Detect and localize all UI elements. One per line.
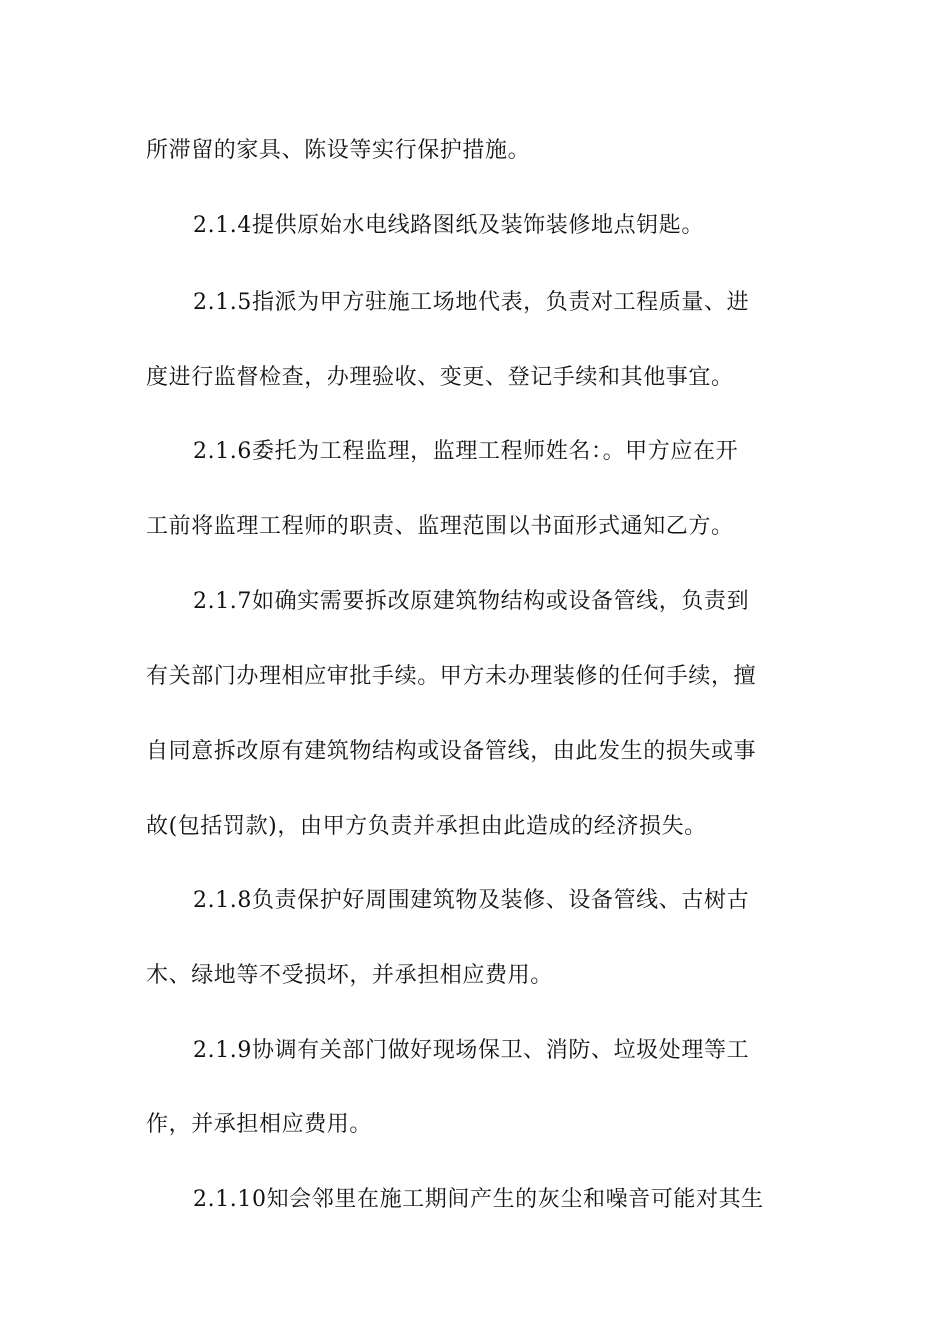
text-line: 所滞留的家具、陈设等实行保护措施。	[146, 138, 531, 163]
text-line: 2.1.5指派为甲方驻施工场地代表，负责对工程质量、进	[193, 290, 750, 315]
text-line: 木、绿地等不受损坏，并承担相应费用。	[146, 963, 553, 988]
text-line: 作，并承担相应费用。	[146, 1112, 373, 1137]
text-line: 工前将监理工程师的职责、监理范围以书面形式通知乙方。	[146, 514, 734, 539]
text-line: 有关部门办理相应审批手续。甲方未办理装修的任何手续，擅	[146, 664, 757, 689]
text-line: 2.1.4提供原始水电线路图纸及装饰装修地点钥匙。	[193, 213, 704, 238]
text-line: 2.1.8负责保护好周围建筑物及装修、设备管线、古树古	[193, 888, 750, 913]
text-line: 2.1.9协调有关部门做好现场保卫、消防、垃圾处理等工	[193, 1038, 750, 1063]
text-line: 2.1.7如确实需要拆改原建筑物结构或设备管线，负责到	[193, 589, 750, 614]
text-line: 2.1.6委托为工程监理，监理工程师姓名：。甲方应在开	[193, 439, 739, 464]
text-line: 2.1.10知会邻里在施工期间产生的灰尘和噪音可能对其生	[193, 1187, 764, 1212]
text-line: 度进行监督检查，办理验收、变更、登记手续和其他事宜。	[146, 365, 734, 390]
text-line: 故(包括罚款)，由甲方负责并承担由此造成的经济损失。	[146, 814, 707, 839]
text-line: 自同意拆改原有建筑物结构或设备管线，由此发生的损失或事	[146, 739, 757, 764]
